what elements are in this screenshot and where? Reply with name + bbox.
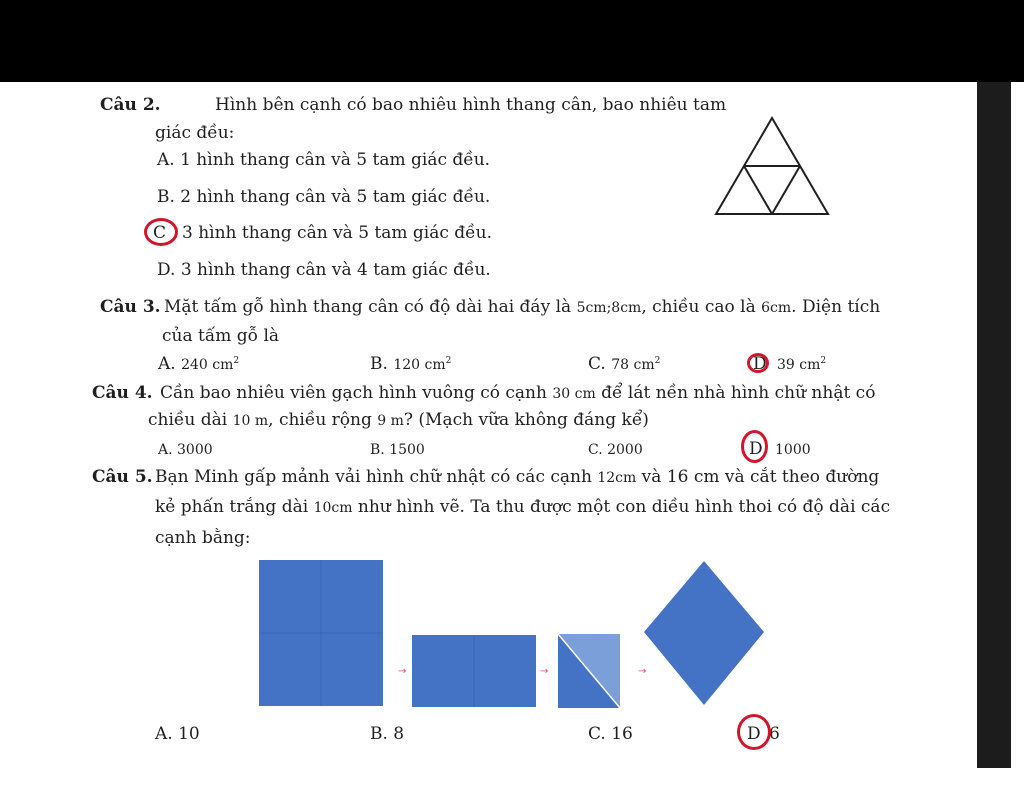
arrow-2: → <box>540 666 549 677</box>
q4-label: Câu 4. <box>92 383 153 403</box>
q3-text-height: 6cm <box>761 300 792 316</box>
q3-option-d <box>777 354 826 375</box>
q5-answer-circle <box>737 714 771 750</box>
q4-text-2c: ? (Mạch vữa không đáng kể) <box>403 410 649 430</box>
inner-left-line <box>744 166 772 214</box>
q3-text-line1 <box>164 297 880 318</box>
q3-b-value: 120 cm <box>393 357 446 373</box>
q3-d-sup: 2 <box>820 356 827 366</box>
q3-option-a <box>158 354 239 375</box>
scrollbar[interactable] <box>977 82 1011 768</box>
arrow-3: → <box>638 666 647 677</box>
q3-text-bases: 5cm;8cm <box>576 300 642 316</box>
top-black-bar <box>0 0 1024 82</box>
inner-right-line <box>772 166 800 214</box>
q3-c-value: 78 cm <box>611 357 655 373</box>
q5-option-a: A. 10 <box>155 724 200 744</box>
q5-label: Câu 5. <box>92 467 153 487</box>
q4-text-line1 <box>160 383 875 404</box>
q2-option-d: D. 3 hình thang cân và 4 tam giác đều. <box>157 260 491 280</box>
q3-option-d-letter: D <box>753 354 767 374</box>
q2-option-c: 3 hình thang cân và 5 tam giác đều. <box>182 223 492 243</box>
q3-text-1b: , chiều cao là <box>641 297 756 317</box>
q4-option-c: C. 2000 <box>588 442 643 458</box>
q3-d-value: 39 cm <box>777 357 821 373</box>
q5-text-line1 <box>155 467 879 488</box>
q4-option-d-letter: D <box>749 439 763 459</box>
arrow-1: → <box>398 666 407 677</box>
q3-a-prefix: A. <box>158 354 176 374</box>
q2-text-line2: giác đều: <box>155 123 235 143</box>
q4-text-2a: chiều dài <box>148 410 228 430</box>
q5-option-c: C. 16 <box>588 724 633 744</box>
q2-option-a: A. 1 hình thang cân và 5 tam giác đều. <box>157 150 491 170</box>
q5-text-1a: Bạn Minh gấp mảnh vải hình chữ nhật có các cạnh <box>155 467 592 487</box>
q3-c-sup: 2 <box>654 356 661 366</box>
q4-text-1b: để lát nền nhà hình chữ nhật có <box>601 383 876 403</box>
q4-option-b: B. 1500 <box>370 442 425 458</box>
q4-text-2b: , chiều rộng <box>268 410 372 430</box>
q4-option-d: 1000 <box>775 442 811 458</box>
q5-option-b: B. 8 <box>370 724 405 744</box>
q2-text-line1: Hình bên cạnh có bao nhiêu hình thang cân, bao nhiêu tam <box>215 95 727 115</box>
q5-side: 12cm <box>597 470 637 486</box>
q3-text-1c: . Diện tích <box>791 297 881 317</box>
q3-text-1a: Mặt tấm gỗ hình thang cân có độ dài hai đáy là <box>164 297 572 317</box>
q3-b-prefix: B. <box>370 354 388 374</box>
q3-label: Câu 3. <box>100 297 161 317</box>
q4-text-line2 <box>148 410 649 431</box>
q5-text-2a: kẻ phấn trắng dài <box>155 497 309 517</box>
q3-a-sup: 2 <box>233 356 240 366</box>
right-edge <box>1011 82 1024 789</box>
q3-answer-circle <box>747 353 769 373</box>
q3-option-c <box>588 354 660 375</box>
q5-option-d-letter: D <box>747 724 761 744</box>
q4-text-1a: Cần bao nhiêu viên gạch hình vuông có cạnh <box>160 383 547 403</box>
q4-width: 9 m <box>377 413 404 429</box>
q2-option-b: B. 2 hình thang cân và 5 tam giác đều. <box>157 187 491 207</box>
q2-answer-circle <box>144 218 178 246</box>
q3-option-b <box>370 354 451 375</box>
q5-option-d: 6 <box>769 724 780 744</box>
q5-text-1b: và 16 cm và cắt theo đường <box>641 467 880 487</box>
rhombus-kite <box>644 561 764 705</box>
q5-text-line2 <box>155 497 890 518</box>
q3-text-line2: của tấm gỗ là <box>162 326 280 346</box>
q4-option-a: A. 3000 <box>158 442 213 458</box>
q5-cut-length: 10cm <box>313 500 353 516</box>
q3-a-value: 240 cm <box>181 357 234 373</box>
q2-label: Câu 2. <box>100 95 161 115</box>
triangle-figure <box>715 116 831 216</box>
q2-option-c-letter: C <box>153 223 167 243</box>
q4-answer-circle <box>741 430 768 463</box>
q4-length: 10 m <box>232 413 269 429</box>
q5-text-line3: cạnh bằng: <box>155 528 251 548</box>
q3-b-sup: 2 <box>445 356 452 366</box>
folding-diagram <box>256 558 771 710</box>
q3-c-prefix: C. <box>588 354 606 374</box>
q5-text-2b: như hình vẽ. Ta thu được một con diều hình thoi có độ dài các <box>357 497 891 517</box>
q4-tile-size: 30 cm <box>552 386 596 402</box>
